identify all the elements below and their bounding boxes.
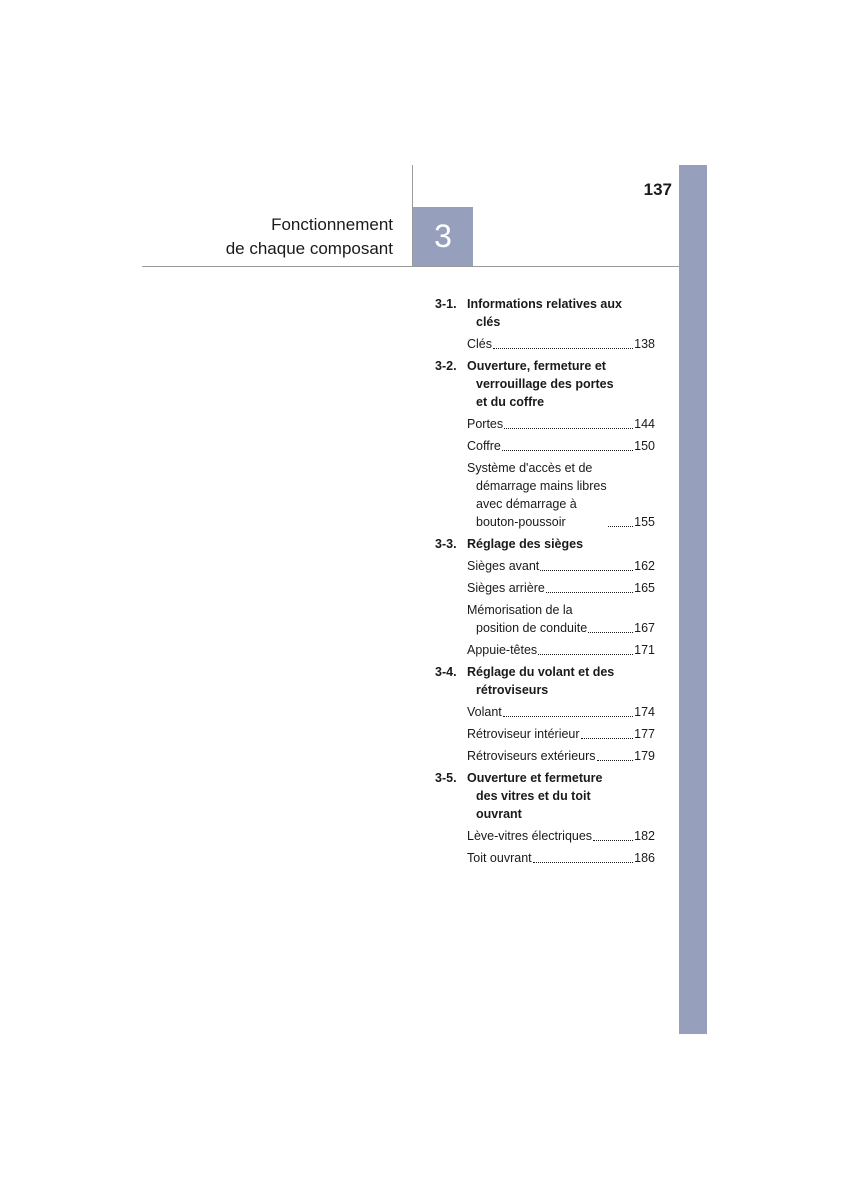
entry-title (467, 747, 596, 765)
section-number: 3-4. (435, 665, 457, 679)
dot-leader (540, 570, 633, 571)
entry-title-line: Système d'accès et de (467, 461, 593, 475)
entry-title (467, 437, 501, 455)
section-title-line: des vitres et du toit (476, 789, 591, 803)
section-title-line: Réglage des sièges (467, 537, 584, 551)
entry-title (467, 601, 587, 637)
dot-leader (504, 428, 633, 429)
entry-title (467, 335, 492, 353)
entry-title (467, 849, 532, 867)
section-title-line: verrouillage des portes (476, 377, 614, 391)
dot-leader (581, 738, 634, 739)
entry-title-line: démarrage mains libres (476, 479, 607, 493)
entry-title-line: Appuie-têtes (467, 643, 538, 657)
toc-entry-link[interactable] (467, 849, 655, 867)
entry-page-number: 182 (634, 829, 655, 843)
entry-title (467, 641, 537, 659)
entry-title-line: bouton-poussoir (476, 515, 566, 529)
section-title-line: clés (476, 315, 501, 329)
entry-title (467, 557, 539, 575)
section-title-line: Informations relatives aux (467, 297, 622, 311)
entry-title-line: Sièges avant (467, 559, 540, 573)
entry-title (467, 725, 580, 743)
entry-title (467, 703, 502, 721)
entry-title-line: Rétroviseur intérieur (467, 727, 580, 741)
section-number: 3-5. (435, 771, 457, 785)
dot-leader (593, 840, 633, 841)
entry-page-number: 179 (634, 749, 655, 763)
entry-page-number: 144 (634, 417, 655, 431)
section-title-line: Ouverture, fermeture et (467, 359, 606, 373)
entry-title-line: Rétroviseurs extérieurs (467, 749, 596, 763)
section-title-line: Ouverture et fermeture (467, 771, 603, 785)
table-of-contents (435, 295, 655, 871)
toc-section (435, 535, 655, 659)
toc-entry-link[interactable] (467, 437, 655, 455)
entry-title-line: Mémorisation de la (467, 603, 573, 617)
dot-leader (546, 592, 633, 593)
entry-title-line: position de conduite (476, 621, 588, 635)
toc-entry-link[interactable] (467, 747, 655, 765)
dot-leader (608, 526, 634, 527)
chapter-title-line: de chaque composant (225, 239, 393, 258)
dot-leader (533, 862, 634, 863)
section-title-line: rétroviseurs (476, 683, 549, 697)
section-title (467, 535, 655, 553)
section-number: 3-2. (435, 359, 457, 373)
section-title (467, 769, 655, 823)
section-title-line: et du coffre (476, 395, 545, 409)
page-number: 137 (643, 180, 672, 199)
dot-leader (538, 654, 633, 655)
entry-page-number: 162 (634, 559, 655, 573)
entry-page-number: 177 (634, 727, 655, 741)
toc-section (435, 295, 655, 353)
entry-title-line: Portes (467, 417, 504, 431)
header-horizontal-divider (142, 266, 679, 267)
section-number: 3-1. (435, 297, 457, 311)
entry-title-line: Clés (467, 337, 493, 351)
entry-page-number: 165 (634, 581, 655, 595)
section-title (467, 663, 655, 699)
section-title-line: ouvrant (476, 807, 522, 821)
entry-title (467, 579, 545, 597)
entry-page-number: 167 (634, 621, 655, 635)
section-title-line: Réglage du volant et des (467, 665, 615, 679)
entry-page-number: 150 (634, 439, 655, 453)
chapter-number-badge: 3 (413, 207, 473, 266)
toc-entry-link[interactable] (467, 703, 655, 721)
dot-leader (503, 716, 633, 717)
chapter-title (150, 213, 393, 261)
toc-entry-link[interactable] (467, 579, 655, 597)
toc-section (435, 663, 655, 765)
dot-leader (597, 760, 634, 761)
toc-entry-link[interactable] (467, 557, 655, 575)
entry-page-number: 155 (634, 515, 655, 529)
toc-entry-link[interactable] (467, 827, 655, 845)
section-number: 3-3. (435, 537, 457, 551)
entry-page-number: 171 (634, 643, 655, 657)
dot-leader (502, 450, 633, 451)
toc-entry-link[interactable] (467, 601, 655, 637)
section-title (467, 295, 655, 331)
section-title (467, 357, 655, 411)
toc-entry-link[interactable] (467, 459, 655, 531)
dot-leader (493, 348, 633, 349)
entry-title-line: Coffre (467, 439, 501, 453)
entry-page-number: 138 (634, 337, 655, 351)
entry-title-line: Lève-vitres électriques (467, 829, 593, 843)
entry-title (467, 459, 607, 531)
entry-title-line: Sièges arrière (467, 581, 545, 595)
toc-entry-link[interactable] (467, 415, 655, 433)
dot-leader (588, 632, 633, 633)
chapter-title-line: Fonctionnement (271, 215, 393, 234)
chapter-side-tab (679, 165, 707, 1034)
entry-page-number: 174 (634, 705, 655, 719)
toc-section (435, 357, 655, 531)
toc-entry-link[interactable] (467, 641, 655, 659)
entry-title-line: avec démarrage à (476, 497, 577, 511)
entry-title (467, 415, 503, 433)
entry-title (467, 827, 592, 845)
entry-title-line: Toit ouvrant (467, 851, 532, 865)
toc-entry-link[interactable] (467, 725, 655, 743)
toc-section (435, 769, 655, 867)
toc-entry-link[interactable] (467, 335, 655, 353)
entry-title-line: Volant (467, 705, 502, 719)
entry-page-number: 186 (634, 851, 655, 865)
